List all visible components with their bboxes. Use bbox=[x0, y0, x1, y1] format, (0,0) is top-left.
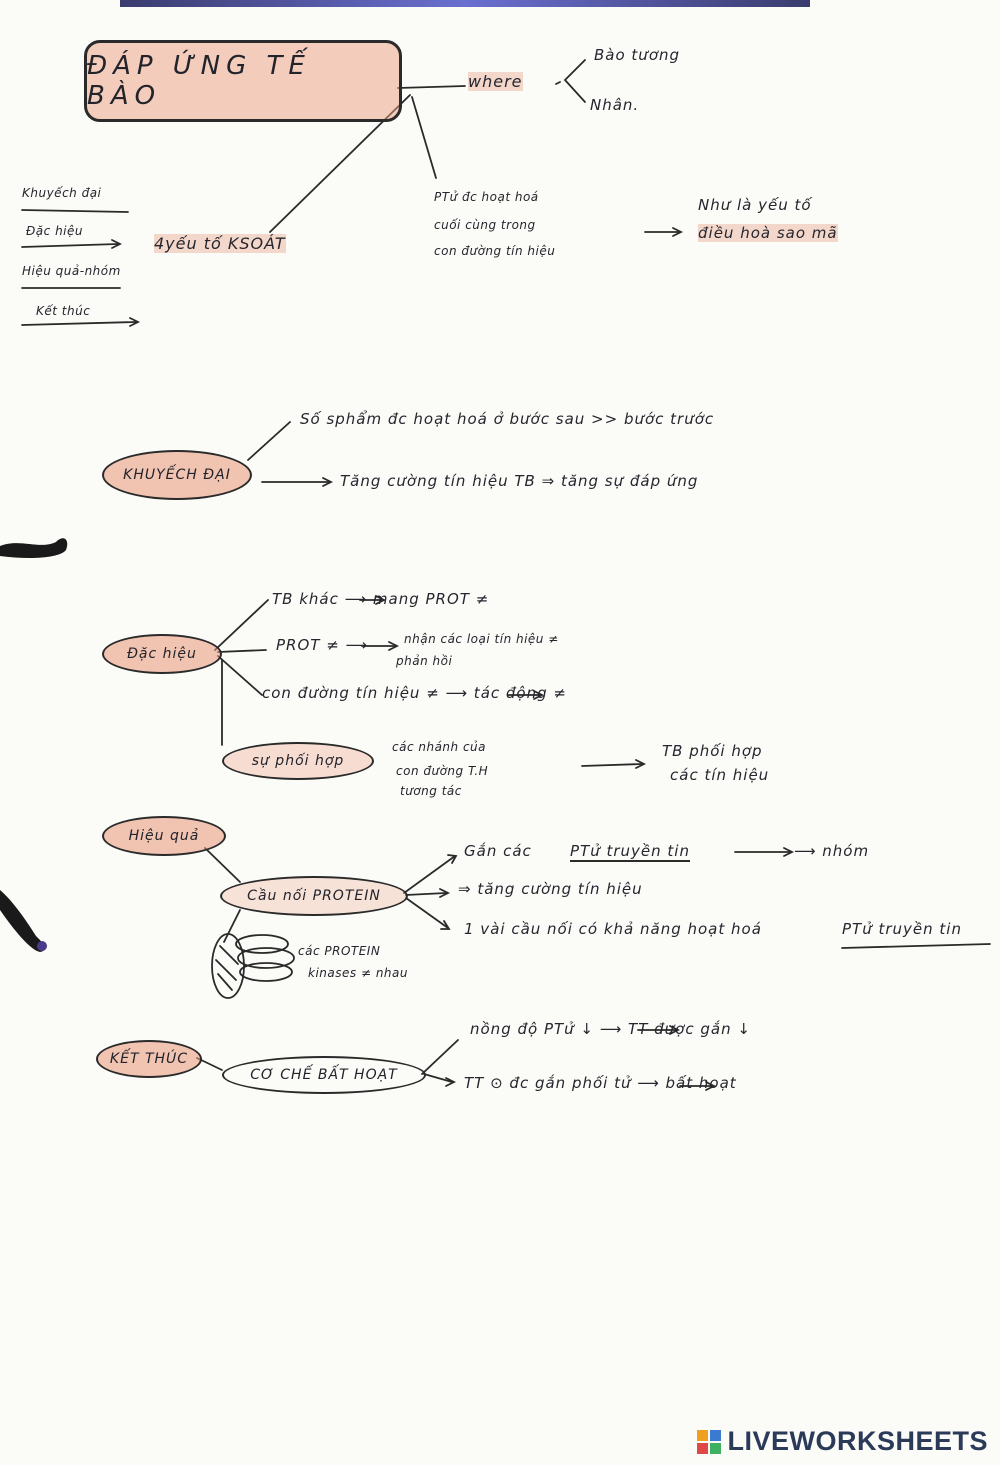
spec-branch-2b: phản hồi bbox=[396, 654, 453, 668]
spec-node bbox=[102, 634, 222, 674]
kinase-label-2: kinases ≠ nhau bbox=[308, 966, 408, 980]
kinase-label-1: các PROTEIN bbox=[298, 944, 381, 958]
amp-branch-1: Số sphẩm đc hoạt hoá ở bước sau >> bước trước bbox=[300, 410, 715, 428]
end-branch-2: TT ⊙ đc gắn phối tử ⟶ bất hoạt bbox=[464, 1074, 737, 1092]
eff-node bbox=[102, 816, 226, 856]
where-branch-nucleus: Nhân. bbox=[590, 96, 640, 114]
factor-item-end: Kết thúc bbox=[36, 304, 91, 318]
last-mol-line-2: cuối cùng trong bbox=[434, 218, 536, 232]
coord-result-2: các tín hiệu bbox=[670, 766, 770, 784]
factor-item-efficiency: Hiệu quả-nhóm bbox=[22, 264, 121, 278]
coord-node-label: sự phối hợp bbox=[251, 753, 345, 769]
coord-desc-1: các nhánh của bbox=[392, 740, 487, 754]
where-label: where bbox=[468, 72, 523, 91]
spec-node-label: Đặc hiệu bbox=[127, 646, 197, 662]
page-title: ĐÁP ỨNG TẾ BÀO bbox=[87, 51, 311, 111]
bridge-node-label: Cầu nối PROTEIN bbox=[247, 888, 381, 904]
amp-node bbox=[102, 450, 252, 500]
amp-branch-2: Tăng cường tín hiệu TB ⇒ tăng sự đáp ứng bbox=[340, 472, 699, 490]
eff-branch-2: ⇒ tăng cường tín hiệu bbox=[458, 880, 643, 898]
eff-branch-3a: 1 vài cầu nối có khả năng hoạt hoá bbox=[464, 920, 762, 938]
brand-logo-icon bbox=[697, 1430, 721, 1454]
eff-branch-1b: ⟶ nhóm bbox=[794, 842, 870, 860]
amp-node-label: KHUYẾCH ĐẠI bbox=[123, 467, 231, 483]
coord-result-1: TB phối hợp bbox=[662, 742, 763, 760]
brand-footer bbox=[697, 1426, 988, 1457]
brand-name: LIVEWORKSHEETS bbox=[727, 1426, 988, 1456]
factor-item-amplify: Khuyếch đại bbox=[22, 186, 102, 200]
coord-desc-3: tương tác bbox=[400, 784, 462, 798]
spec-branch-2: PROT ≠ ⟶ bbox=[276, 636, 369, 654]
ink-smudge-1 bbox=[0, 520, 80, 570]
end-branch-1: nồng độ PTử ↓ ⟶ TT được gắn ↓ bbox=[470, 1020, 751, 1038]
last-mol-result-2: điều hoà sao mã bbox=[698, 224, 838, 242]
spec-branch-1: TB khác ⟶ mang PROT ≠ bbox=[272, 590, 490, 608]
eff-branch-1u: PTử truyền tin bbox=[570, 842, 690, 860]
inactivation-node-label: CƠ CHẾ BẤT HOẠT bbox=[250, 1067, 398, 1083]
spec-branch-3: con đường tín hiệu ≠ ⟶ tác động ≠ bbox=[262, 684, 567, 702]
ink-smudge-2 bbox=[0, 880, 60, 960]
factor-item-specific: Đặc hiệu bbox=[26, 224, 83, 238]
eff-branch-1a: Gắn các bbox=[464, 842, 532, 860]
inactivation-node bbox=[222, 1056, 426, 1094]
last-mol-line-3: con đường tín hiệu bbox=[434, 244, 556, 258]
eff-node-label: Hiệu quả bbox=[128, 828, 200, 844]
end-node-label: KẾT THÚC bbox=[109, 1051, 189, 1067]
where-branch-cytoplasm: Bào tương bbox=[594, 46, 681, 64]
factors-main: 4yếu tố KSOÁT bbox=[154, 234, 286, 253]
eff-branch-3u: PTử truyền tin bbox=[842, 920, 962, 938]
last-mol-result-1: Như là yếu tố bbox=[698, 196, 812, 214]
last-mol-line-1: PTử đc hoạt hoá bbox=[434, 190, 539, 204]
title-box bbox=[84, 40, 402, 122]
bridge-node bbox=[220, 876, 408, 916]
spec-branch-2a: nhận các loại tín hiệu ≠ bbox=[404, 632, 559, 646]
coord-node bbox=[222, 742, 374, 780]
coord-desc-2: con đường T.H bbox=[396, 764, 489, 778]
end-node bbox=[96, 1040, 202, 1078]
